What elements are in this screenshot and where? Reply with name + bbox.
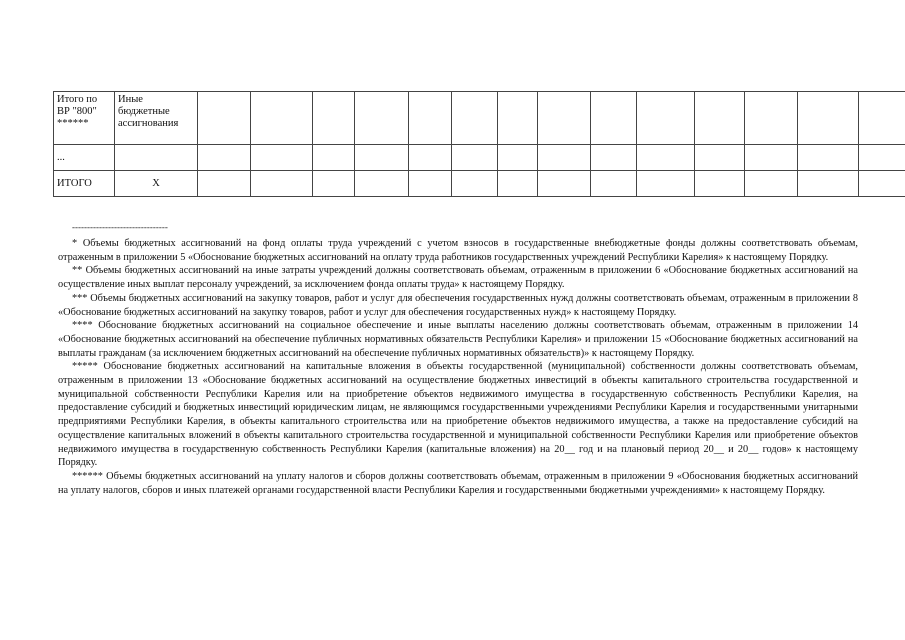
table-cell [591, 92, 637, 145]
budget-table [53, 91, 905, 197]
table-cell [198, 92, 251, 145]
row-label: Итого по ВР "800" ****** [54, 92, 115, 145]
total-label: ИТОГО [54, 171, 115, 197]
footnote-6: ****** Объемы бюджетных ассигнований на уплату налогов и сборов должны соответствовать объемам, отраженным в приложении 9 «Обоснования бюджетных ассигнований на уплату налогов, сборов и иных платежей органами государственной власти Республики Карелия и государственными бюджетными учреждениями» к настоящему Порядку. [58, 470, 858, 496]
table-cell [859, 145, 905, 171]
table-cell [251, 171, 313, 197]
table-cell [409, 145, 452, 171]
table-cell [798, 92, 859, 145]
table-cell [498, 92, 538, 145]
footnote-4: **** Обоснование бюджетных ассигнований на социальное обеспечение и иные выплаты населению должны соответствовать объемам, отраженным в приложении 14 «Обоснование бюджетных ассигнований на обеспечение публичных нормативных обязательств Республики Карелия» и приложении 15 «Обоснование бюджетных ассигнований на выплаты гражданам (за исключением бюджетных ассигнований на обеспечение публичных нормативных обязательств)» к настоящему Порядку. [58, 320, 858, 359]
table-row [54, 92, 905, 145]
table-row-total [54, 171, 905, 197]
table-cell [198, 145, 251, 171]
table-cell [355, 145, 409, 171]
footnote-2: ** Объемы бюджетных ассигнований на иные затраты учреждений должны соответствовать объемам, отраженным в приложении 6 «Обоснование бюджетных ассигнований на осуществление иных выплат персоналу учреждений, за исключением фонда оплаты труда» к настоящему Порядку. [58, 265, 858, 291]
table-cell [695, 92, 745, 145]
table-cell [695, 171, 745, 197]
table-cell [745, 171, 798, 197]
table-cell [198, 171, 251, 197]
table-row [54, 145, 905, 171]
table-cell [591, 171, 637, 197]
footnotes [58, 237, 858, 497]
table-cell [798, 171, 859, 197]
table-cell [538, 171, 591, 197]
footnote-1: * Объемы бюджетных ассигнований на фонд оплаты труда учреждений с учетом взносов в государственные внебюджетные фонды должны соответствовать объемам, отраженным в приложении 5 «Обоснование бюджетных ассигнований на оплату труда работников государственных учреждений Республики Карелия» к настоящему Порядку. [58, 238, 858, 263]
table-cell [637, 92, 695, 145]
table-cell [695, 145, 745, 171]
table-cell [798, 145, 859, 171]
footnote-3: *** Объемы бюджетных ассигнований на закупку товаров, работ и услуг для обеспечения государственных нужд должны соответствовать объемам, отраженным в приложении 8 «Обоснование бюджетных ассигнований на закупку товаров, работ и услуг для обеспечения государственных нужд» к настоящему Порядку. [58, 292, 858, 318]
table-cell [452, 171, 498, 197]
table-cell [538, 145, 591, 171]
table-cell [591, 145, 637, 171]
table-cell [452, 92, 498, 145]
table-cell [745, 92, 798, 145]
table-cell [355, 171, 409, 197]
table-cell [859, 171, 905, 197]
footnote-5: ***** Обоснование бюджетных ассигнований на капитальные вложения в объекты государственной (муниципальной) собственности должны соответствовать объемам, отраженным в приложении 13 «Обоснование бюджетных ассигнований на осуществление бюджетных инвестиций в объекты капитального строительства государственной и муниципальной собственности Республики Карелия или на приобретение объектов недвижимого имущества в государственную собственность Республики Карелия, на предоставление субсидий и бюджетных инвестиций юридическим лицам, не являющимся государственными учреждениями Республики Карелия и государственными унитарными предприятиями Республики Карелия, в объекты капитального строительства или на приобретение объектов недвижимого имущества, а также на предоставление субсидий на осуществление капитальных вложений в объекты капитального строительства государственной и муниципальной собственности Республики Карелия или приобретение объектов недвижимого имущества в государственную собственность Республики Карелия (капитальные вложения) на 20__ год и на плановый период 20__ и 20__ годов» к настоящему Порядку. [58, 361, 858, 469]
table-cell [409, 92, 452, 145]
table-cell [637, 171, 695, 197]
table-cell [313, 145, 355, 171]
table-cell [115, 145, 198, 171]
table-cell [409, 171, 452, 197]
table-cell [498, 171, 538, 197]
table-cell [745, 145, 798, 171]
table-cell [538, 92, 591, 145]
table-cell [355, 92, 409, 145]
table-cell [498, 145, 538, 171]
table-cell [859, 92, 905, 145]
footnote-separator: -------------------------------- [72, 222, 168, 232]
row-description: Иные бюджетные ассигнования [115, 92, 198, 145]
table-cell [452, 145, 498, 171]
total-marker: X [115, 171, 198, 197]
row-label: ... [54, 145, 115, 171]
table-cell [251, 92, 313, 145]
table-cell [313, 92, 355, 145]
table-cell [251, 145, 313, 171]
table-cell [637, 145, 695, 171]
table-cell [313, 171, 355, 197]
